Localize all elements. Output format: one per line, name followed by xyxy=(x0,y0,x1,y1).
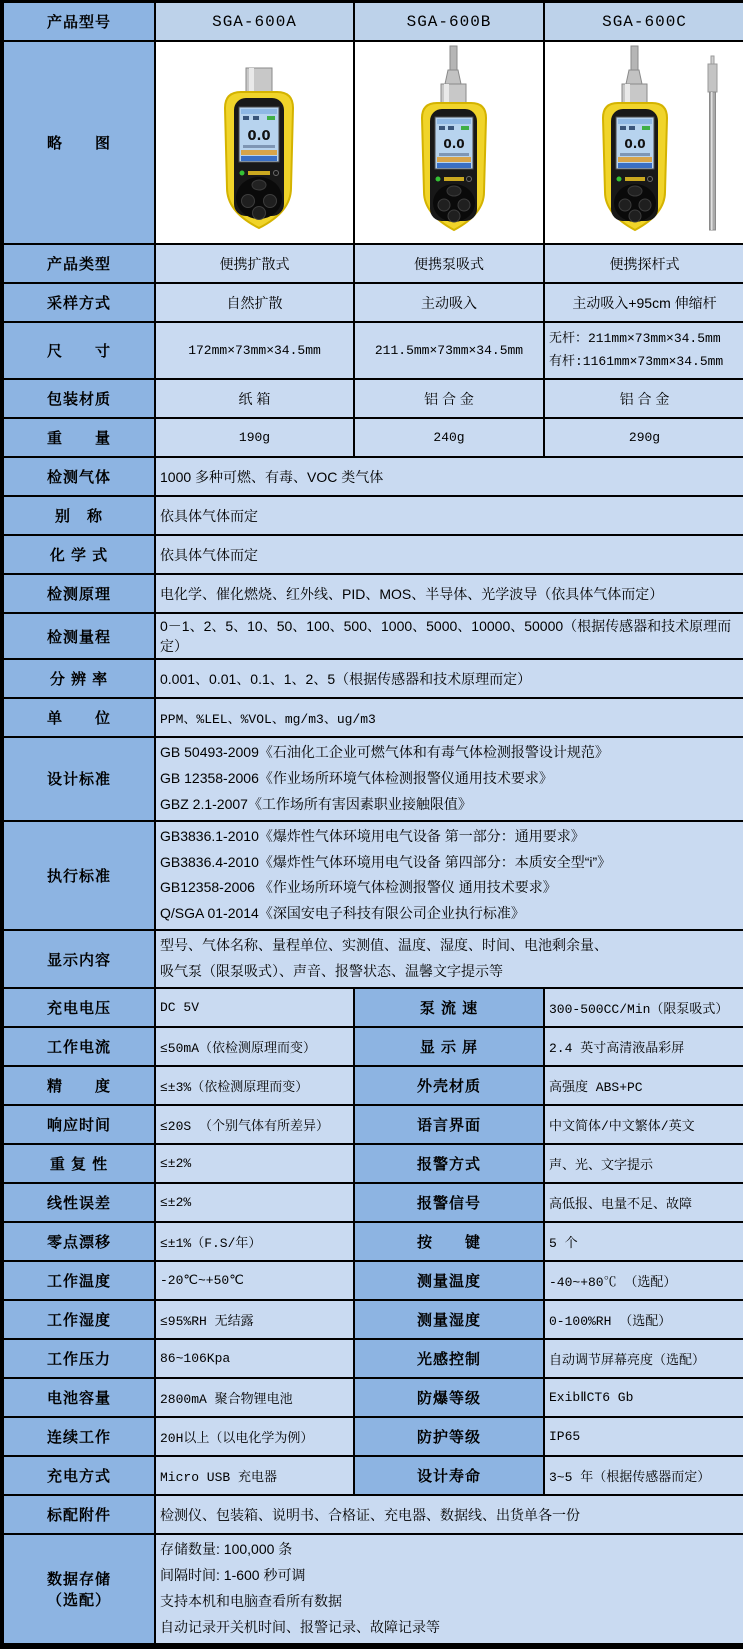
value-text: 211.5mm×73mm×34.5mm xyxy=(374,343,524,358)
row-value xyxy=(155,821,743,931)
value-text: ≤95%RH 无结露 xyxy=(160,1314,254,1330)
value-text: 声、光、文字提示 xyxy=(549,1158,654,1174)
value-a xyxy=(155,418,354,457)
label-text: 标配附件 xyxy=(46,1507,111,1525)
value-text: ≤±2% xyxy=(160,1195,192,1211)
value-text: 纸 箱 xyxy=(238,390,271,407)
spec-row-repeatability xyxy=(2,1144,743,1183)
spec-row-working-current xyxy=(2,1027,743,1066)
spec-row-zero-drift xyxy=(2,1222,743,1261)
spec-label xyxy=(354,1222,544,1261)
spec-value xyxy=(155,1456,354,1495)
value-a xyxy=(155,322,354,379)
spec-label xyxy=(2,1378,155,1417)
label-text: 报警方式 xyxy=(416,1156,481,1174)
value-text: 便携泵吸式 xyxy=(414,255,484,272)
row-label xyxy=(2,457,155,496)
spec-value xyxy=(155,1261,354,1300)
value-b xyxy=(354,322,544,379)
label-text: 充电电压 xyxy=(46,1000,111,1018)
label-text-optional: （选配） xyxy=(46,1591,111,1609)
formula-row xyxy=(2,535,743,574)
label-text: 检测量程 xyxy=(46,628,111,646)
row-label xyxy=(2,613,155,659)
spec-value xyxy=(544,1378,743,1417)
value-text: -40~+80℃ （选配） xyxy=(549,1275,677,1291)
value-text: 240g xyxy=(433,430,465,445)
spec-label xyxy=(2,1066,155,1105)
spec-value xyxy=(155,1183,354,1222)
row-label xyxy=(2,698,155,737)
spec-value xyxy=(155,1300,354,1339)
value-text: 主动吸入 xyxy=(421,294,477,311)
spec-label xyxy=(2,1456,155,1495)
row-label xyxy=(2,1534,155,1646)
value-text: PPM、%LEL、%VOL、mg/m3、ug/m3 xyxy=(160,712,376,727)
label-text: 连续工作 xyxy=(46,1429,111,1447)
spec-row-battery xyxy=(2,1378,743,1417)
spec-label xyxy=(2,988,155,1027)
label-text: 别 称 xyxy=(54,508,103,525)
spec-label xyxy=(2,1222,155,1261)
spec-value xyxy=(155,1222,354,1261)
data-storage-row xyxy=(2,1534,743,1646)
label-text: 响应时间 xyxy=(46,1117,111,1135)
spec-value xyxy=(544,1339,743,1378)
spec-value xyxy=(544,1183,743,1222)
row-label xyxy=(2,496,155,535)
model-c-text: SGA-600C xyxy=(602,12,687,31)
sketch-cell-c xyxy=(544,41,743,244)
spec-label xyxy=(354,1339,544,1378)
label-text: 工作电流 xyxy=(46,1039,111,1057)
model-header-row xyxy=(2,2,743,42)
label-text: 产品类型 xyxy=(46,256,111,273)
spec-label xyxy=(354,1300,544,1339)
value-text: -20℃~+50℃ xyxy=(160,1273,244,1289)
spec-label xyxy=(354,1066,544,1105)
row-label xyxy=(2,659,155,698)
row-label xyxy=(2,1495,155,1534)
label-text: 泵 流 速 xyxy=(419,1000,479,1018)
spec-value xyxy=(155,1417,354,1456)
label-text: 数据存储 xyxy=(46,1570,111,1588)
accessories-row xyxy=(2,1495,743,1534)
storage-line: 支持本机和电脑查看所有数据 xyxy=(160,1592,342,1609)
value-a xyxy=(155,379,354,418)
standard-line: Q/SGA 01-2014《深国安电子科技有限公司企业执行标准》 xyxy=(160,905,525,922)
label-text: 略 图 xyxy=(46,135,111,152)
value-text: 172mm×73mm×34.5mm xyxy=(188,343,321,358)
row-label xyxy=(2,737,155,821)
standard-line: GB3836.4-2010《爆炸性气体环境用电气设备 第四部分：本质安全型“i”》 xyxy=(160,853,612,870)
value-text: 300-500CC/Min（限泵吸式） xyxy=(549,1002,729,1018)
label-text: 执行标准 xyxy=(46,867,111,885)
value-text: ≤±1%（F.S/年） xyxy=(160,1236,262,1252)
spec-row-response-time xyxy=(2,1105,743,1144)
spec-label xyxy=(354,1144,544,1183)
label-text: 检测气体 xyxy=(46,469,111,486)
label-text: 重 复 性 xyxy=(49,1156,109,1174)
alias-row xyxy=(2,496,743,535)
spec-value xyxy=(544,1300,743,1339)
standard-line: GB 12358-2006《作业场所环境气体检测报警仪通用技术要求》 xyxy=(160,769,553,786)
value-c xyxy=(544,283,743,322)
label-text: 检测原理 xyxy=(46,586,111,603)
label-text: 光感控制 xyxy=(416,1351,481,1369)
spec-value xyxy=(544,1417,743,1456)
label-text: 显示内容 xyxy=(46,951,111,969)
standard-line: GB3836.1-2010《爆炸性气体环境用电气设备 第一部分：通用要求》 xyxy=(160,827,585,844)
value-text: DC 5V xyxy=(160,1000,200,1016)
spec-row-working-humidity xyxy=(2,1300,743,1339)
value-text: ≤50mA（依检测原理而变） xyxy=(160,1041,317,1057)
row-value xyxy=(155,574,743,613)
led-indicator xyxy=(436,177,441,182)
row-label xyxy=(2,535,155,574)
value-text: 自然扩散 xyxy=(226,294,283,311)
label-text: 语言界面 xyxy=(416,1117,481,1135)
spec-label xyxy=(354,1027,544,1066)
gas-detector-b-illustration xyxy=(359,44,544,236)
value-a xyxy=(155,283,354,322)
spec-label xyxy=(354,988,544,1027)
value-text: 中文简体/中文繁体/英文 xyxy=(549,1119,695,1135)
weight-row xyxy=(2,418,743,457)
value-text: 高强度 ABS+PC xyxy=(549,1080,643,1096)
value-c xyxy=(544,244,743,283)
label-text: 线性误差 xyxy=(46,1195,111,1213)
label-text: 按 键 xyxy=(416,1234,481,1252)
dimensions-row xyxy=(2,322,743,379)
value-c xyxy=(544,379,743,418)
sketch-cell-b xyxy=(354,41,544,244)
spec-label xyxy=(2,1144,155,1183)
row-label xyxy=(2,574,155,613)
label-text: 防护等级 xyxy=(416,1429,481,1447)
value-text: 86~106Kpa xyxy=(160,1351,231,1367)
label-text: 防爆等级 xyxy=(416,1390,481,1408)
screen-reading-a: 0.0 xyxy=(247,129,271,144)
led-indicator xyxy=(240,171,245,176)
spec-label xyxy=(2,1027,155,1066)
value-text: 依具体气体而定 xyxy=(160,507,258,524)
row-label xyxy=(2,244,155,283)
model-b-text: SGA-600B xyxy=(406,12,492,31)
storage-line: 存储数量: 100,000 条 xyxy=(160,1541,293,1558)
spec-value xyxy=(155,1378,354,1417)
spec-value xyxy=(544,1105,743,1144)
spec-row-charge-voltage xyxy=(2,988,743,1027)
principle-row xyxy=(2,574,743,613)
label-text: 产品型号 xyxy=(46,14,111,31)
value-text: 依具体气体而定 xyxy=(160,546,258,563)
row-label xyxy=(2,379,155,418)
sampling-row xyxy=(2,283,743,322)
value-c xyxy=(544,418,743,457)
sketch-cell-a xyxy=(155,41,354,244)
label-text: 包装材质 xyxy=(46,391,111,408)
model-b-cell xyxy=(354,2,544,42)
spec-label xyxy=(354,1105,544,1144)
model-c-cell xyxy=(544,2,743,42)
storage-line: 间隔时间: 1-600 秒可调 xyxy=(160,1566,306,1583)
gas-detector-a-illustration xyxy=(160,44,354,236)
model-a-cell xyxy=(155,2,354,42)
row-value xyxy=(155,1495,743,1534)
spec-row-continuous-work xyxy=(2,1417,743,1456)
screen-reading-b: 0.0 xyxy=(443,137,465,151)
spec-label xyxy=(354,1378,544,1417)
spec-value xyxy=(155,1105,354,1144)
screen-reading-c: 0.0 xyxy=(624,137,646,151)
spec-value xyxy=(544,988,743,1027)
display-content-row xyxy=(2,930,743,988)
standard-line: GB 50493-2009《石油化工企业可燃气体和有毒气体检测报警设计规范》 xyxy=(160,744,609,760)
spec-row-working-pressure xyxy=(2,1339,743,1378)
value-text: 3~5 年（根据传感器而定） xyxy=(549,1470,711,1486)
value-text: ≤±3%（依检测原理而变） xyxy=(160,1080,309,1096)
label-text: 重 量 xyxy=(46,430,111,447)
value-b xyxy=(354,379,544,418)
value-text: 高低报、电量不足、故障 xyxy=(549,1197,693,1213)
gas-row xyxy=(2,457,743,496)
label-text: 电池容量 xyxy=(46,1390,111,1408)
spec-label xyxy=(2,1339,155,1378)
value-text: 190g xyxy=(238,430,271,445)
value-text: 铝 合 金 xyxy=(424,390,474,407)
sketch-label-cell xyxy=(2,41,155,244)
row-value xyxy=(155,930,743,988)
led-indicator xyxy=(617,177,622,182)
label-text: 测量温度 xyxy=(416,1273,481,1291)
model-a-text: SGA-600A xyxy=(212,12,297,31)
value-b xyxy=(354,418,544,457)
label-text: 工作压力 xyxy=(46,1351,111,1369)
spec-value xyxy=(544,1027,743,1066)
spec-value xyxy=(544,1456,743,1495)
sketch-row xyxy=(2,41,743,244)
spec-value xyxy=(155,1066,354,1105)
design-standard-row xyxy=(2,737,743,821)
packaging-row xyxy=(2,379,743,418)
spec-value xyxy=(544,1222,743,1261)
spec-value xyxy=(155,1027,354,1066)
label-text: 外壳材质 xyxy=(416,1078,481,1096)
spec-value xyxy=(155,988,354,1027)
dims-no-rod: 无杆：211mm×73mm×34.5mm xyxy=(549,331,721,347)
label-text: 报警信号 xyxy=(416,1195,481,1213)
dims-with-rod: 有杆:1161mm×73mm×34.5mm xyxy=(549,353,724,369)
label-text: 工作湿度 xyxy=(46,1312,111,1330)
resolution-row xyxy=(2,659,743,698)
value-text: 铝 合 金 xyxy=(619,390,670,407)
row-label xyxy=(2,283,155,322)
label-text: 设计标准 xyxy=(46,771,111,789)
spec-label xyxy=(354,1183,544,1222)
value-text: 检测仪、包装箱、说明书、合格证、充电器、数据线、出货单各一份 xyxy=(160,1506,580,1523)
row-value xyxy=(155,659,743,698)
value-text: 0－1、2、5、10、50、100、500、1000、5000、10000、50000（根据传感器和技术原理而定） xyxy=(160,618,732,654)
value-text: 2800mA 聚合物锂电池 xyxy=(160,1392,293,1408)
value-text: ≤20S （个别气体有所差异） xyxy=(160,1119,330,1135)
spec-label xyxy=(2,1105,155,1144)
spec-value xyxy=(155,1144,354,1183)
row-label xyxy=(2,418,155,457)
value-text: 便携探杆式 xyxy=(609,255,680,272)
spec-value xyxy=(155,1339,354,1378)
spec-row-charging-method xyxy=(2,1456,743,1495)
row-value xyxy=(155,1534,743,1646)
label-text: 采样方式 xyxy=(46,295,111,312)
model-header-label xyxy=(2,2,155,42)
value-c xyxy=(544,322,743,379)
label-text: 充电方式 xyxy=(46,1468,111,1486)
value-a xyxy=(155,244,354,283)
spec-label xyxy=(2,1300,155,1339)
spec-label xyxy=(2,1183,155,1222)
storage-line: 自动记录开关机时间、报警记录、故障记录等 xyxy=(160,1618,440,1635)
executive-standard-row xyxy=(2,821,743,931)
label-text: 设计寿命 xyxy=(416,1468,481,1486)
row-label xyxy=(2,930,155,988)
row-label xyxy=(2,821,155,931)
spec-label xyxy=(2,1261,155,1300)
spec-value xyxy=(544,1066,743,1105)
value-text: 2.4 英寸高清液晶彩屏 xyxy=(549,1041,685,1057)
value-text: 20H以上（以电化学为例） xyxy=(160,1431,314,1447)
label-text: 工作温度 xyxy=(46,1273,111,1291)
value-text: 5 个 xyxy=(549,1236,578,1252)
unit-row xyxy=(2,698,743,737)
value-text: 0.001、0.01、0.1、1、2、5（根据传感器和技术原理而定） xyxy=(160,670,532,687)
value-text: 便携扩散式 xyxy=(219,255,290,272)
row-value xyxy=(155,613,743,659)
label-text: 单 位 xyxy=(46,710,111,727)
value-text: ≤±2% xyxy=(160,1156,192,1172)
spec-value xyxy=(544,1144,743,1183)
value-text: ExibⅡCT6 Gb xyxy=(549,1390,634,1406)
label-text: 测量湿度 xyxy=(416,1312,481,1330)
display-line: 型号、气体名称、量程单位、实测值、温度、湿度、时间、电池剩余量、 xyxy=(160,937,608,954)
row-value xyxy=(155,535,743,574)
range-row xyxy=(2,613,743,659)
spec-label xyxy=(354,1456,544,1495)
spec-value xyxy=(544,1261,743,1300)
gas-detector-c-illustration xyxy=(549,44,743,236)
standard-line: GBZ 2.1-2007《工作场所有害因素职业接触限值》 xyxy=(160,795,472,812)
row-value xyxy=(155,737,743,821)
value-text: 自动调节屏幕亮度（选配） xyxy=(549,1353,706,1369)
value-b xyxy=(354,283,544,322)
value-text: 主动吸入+95cm 伸缩杆 xyxy=(572,294,717,311)
label-text: 精 度 xyxy=(46,1078,111,1096)
spec-row-linearity xyxy=(2,1183,743,1222)
spec-label xyxy=(2,1417,155,1456)
value-text: 1000 多种可燃、有毒、VOC 类气体 xyxy=(160,468,384,485)
value-text: IP65 xyxy=(549,1429,581,1445)
spec-label xyxy=(354,1261,544,1300)
spec-row-working-temp xyxy=(2,1261,743,1300)
label-text: 零点漂移 xyxy=(46,1234,111,1252)
label-text: 尺 寸 xyxy=(46,343,111,360)
product-type-row xyxy=(2,244,743,283)
value-text: 290g xyxy=(628,430,661,445)
display-line: 吸气泵（限泵吸式）、声音、报警状态、温馨文字提示等 xyxy=(160,963,503,980)
value-text: Micro USB 充电器 xyxy=(160,1470,278,1486)
telescopic-rod xyxy=(708,56,717,230)
value-b xyxy=(354,244,544,283)
spec-label xyxy=(354,1417,544,1456)
value-text: 电化学、催化燃烧、红外线、PID、MOS、半导体、光学波导（依具体气体而定） xyxy=(160,585,664,602)
row-label xyxy=(2,322,155,379)
row-value xyxy=(155,698,743,737)
row-value xyxy=(155,496,743,535)
value-text: 0-100%RH （选配） xyxy=(549,1314,672,1330)
row-value xyxy=(155,457,743,496)
spec-row-accuracy xyxy=(2,1066,743,1105)
label-text: 化 学 式 xyxy=(49,547,109,564)
standard-line: GB12358-2006 《作业场所环境气体检测报警仪 通用技术要求》 xyxy=(160,879,557,896)
label-text: 分 辨 率 xyxy=(49,671,109,688)
label-text: 显 示 屏 xyxy=(419,1039,479,1057)
